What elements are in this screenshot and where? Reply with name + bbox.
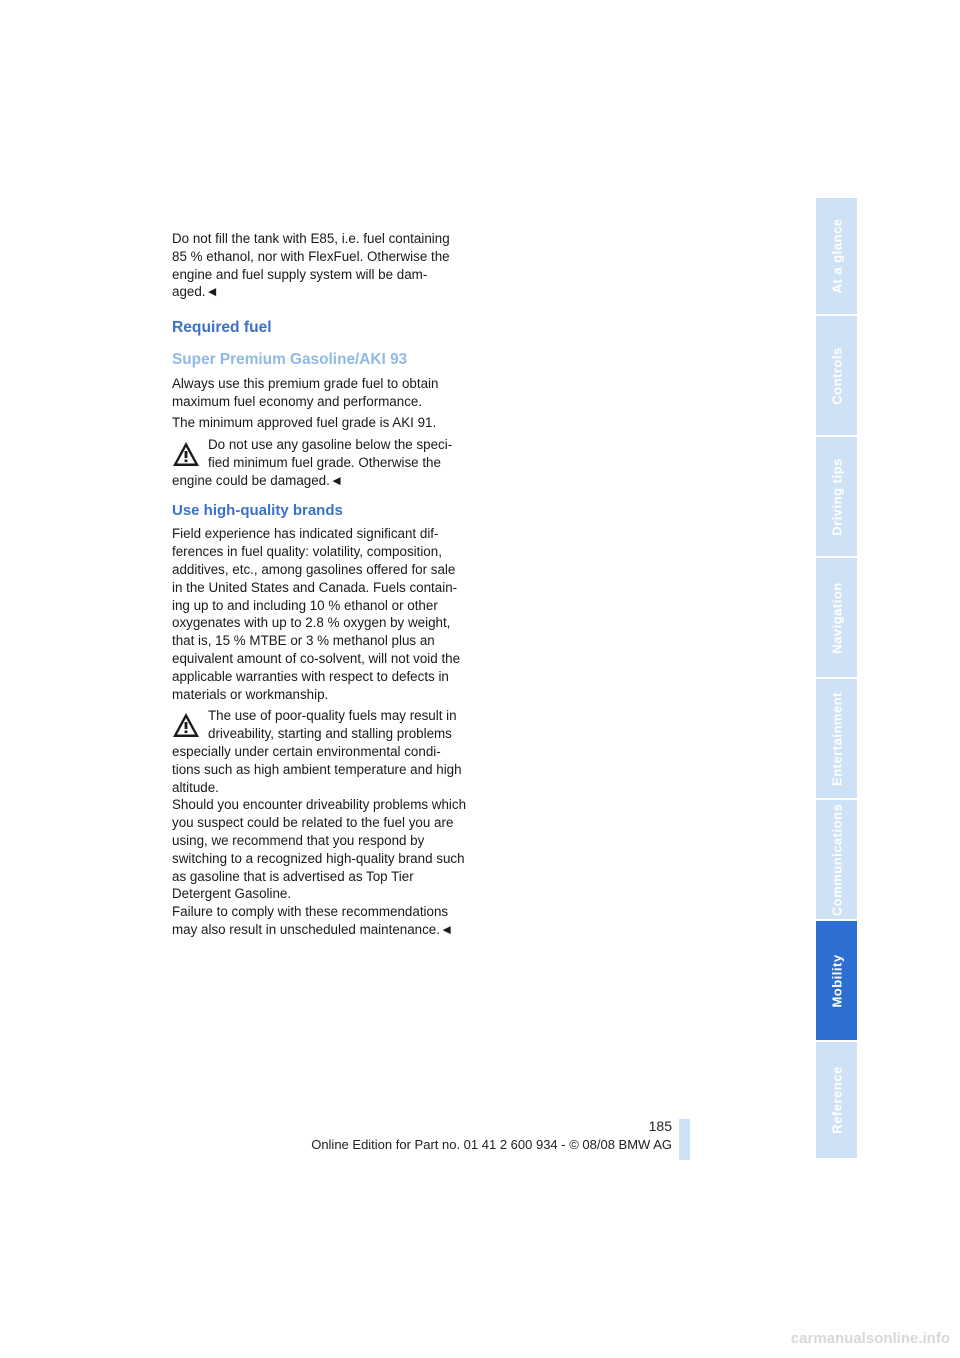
section-title: Required fuel [172, 319, 272, 337]
end-mark: ◄ [329, 472, 344, 488]
warning-triangle-icon [172, 711, 200, 739]
tab-communications[interactable]: Communications [816, 800, 857, 921]
footer-text: Online Edition for Part no. 01 41 2 600 934 - © 08/08 BMW AG [311, 1137, 672, 1152]
warning-triangle-icon [172, 440, 200, 468]
brands-paragraph: Field experience has indicated significant dif-ferences in fuel quality: volatility, composition, additives, etc., among gasolines offered for sale in the United States and Canada. Fuels contain-ing up to and including 10 % ethanol or other oxygenates with up to 2.8 % oxygen by weight, that is, 15 % MTBE or 3 % methanol plus an equivalent amount of co-solvent, will not void the applicable warranties with respect to defects in materials or workmanship. [172, 526, 461, 702]
watermark: carmanualsonline.info [790, 1330, 950, 1347]
super-premium-paragraph-2: The minimum approved fuel grade is AKI 91. [172, 415, 437, 431]
tab-mobility[interactable]: Mobility [816, 921, 857, 1042]
tab-controls[interactable]: Controls [816, 316, 857, 437]
tab-reference[interactable]: Reference [816, 1042, 857, 1160]
chapter-tabs [816, 198, 857, 1160]
brands-warning-c: Failure to comply with these recommendations may also result in unscheduled maintenance. [172, 904, 449, 937]
end-mark: ◄ [205, 284, 219, 300]
main-column [172, 230, 466, 939]
warning-block-1: Do not use any gasoline below the speci-fied minimum fuel grade. Otherwise the engine could be damaged.◄ [172, 437, 453, 488]
tab-at-a-glance[interactable]: At a glance [816, 198, 857, 316]
brands-warning-b: Should you encounter driveability problems which you suspect could be related to the fuel you are using, we recommend that you respond by switching to a recognized high-quality brand such as gasoline that is advertised as Top Tier Detergent Gasoline. [172, 797, 467, 902]
end-mark: ◄ [439, 921, 454, 937]
super-premium-paragraph-1: Always use this premium grade fuel to obtain maximum fuel economy and performance. [172, 375, 439, 409]
warning-block-2 [172, 707, 466, 938]
page-number: 185 [648, 1118, 672, 1134]
brands-warning-a: The use of poor-quality fuels may result in driveability, starting and stalling problems especially under certain environmental condi-tions such as high ambient temperature and high altitude. [172, 708, 462, 795]
tab-navigation[interactable]: Navigation [816, 558, 857, 679]
tab-driving-tips[interactable]: Driving tips [816, 437, 857, 558]
brands-title: Use high-quality brands [172, 501, 343, 519]
tab-entertainment[interactable]: Entertainment [816, 679, 857, 800]
super-premium-title: Super Premium Gasoline/AKI 93 [172, 350, 408, 368]
page-marker [679, 1119, 690, 1160]
intro-paragraph: Do not fill the tank with E85, i.e. fuel containing 85 % ethanol, nor with FlexFuel. Otherwise the engine and fuel supply system will be dam-aged.◄ [172, 231, 450, 300]
